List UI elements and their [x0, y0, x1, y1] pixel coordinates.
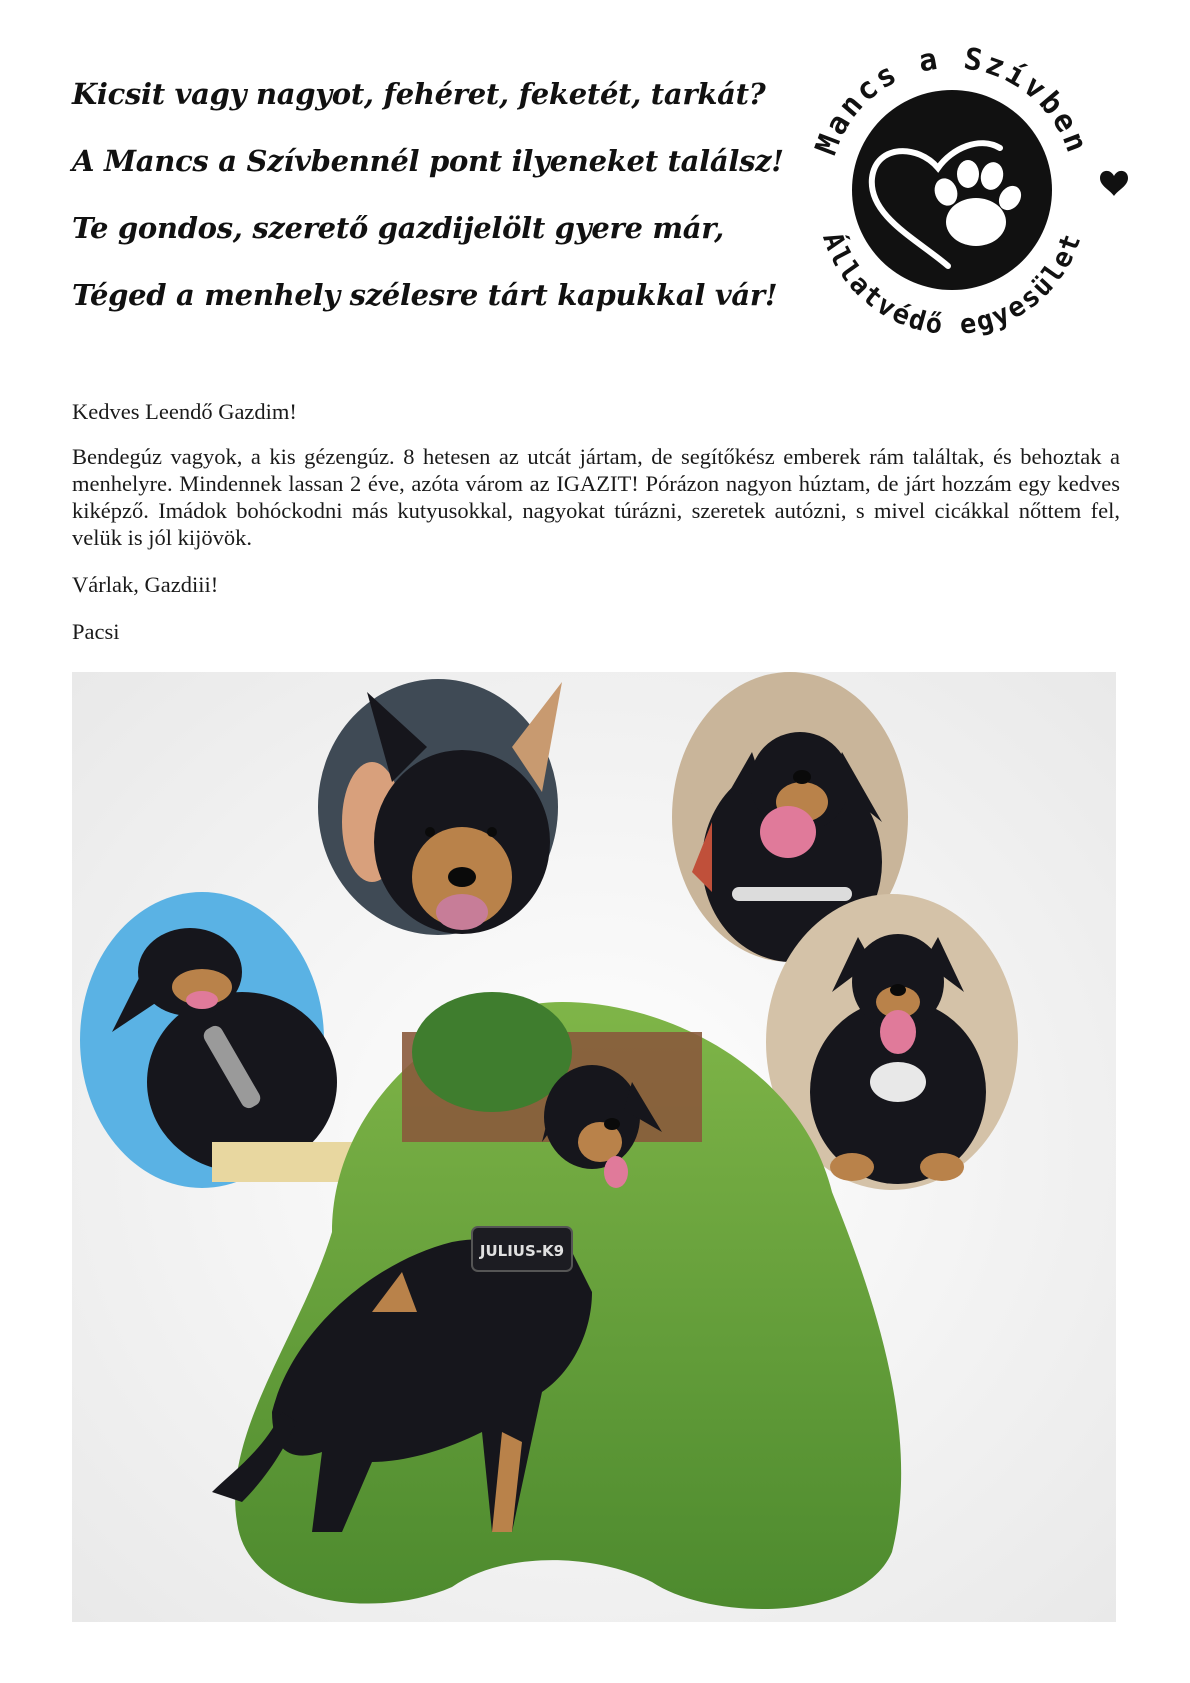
poem-line-1: Kicsit vagy nagyot, fehéret, feketét, tarkát?: [72, 77, 766, 111]
letter-closing: Várlak, Gazdiii!: [72, 572, 219, 597]
poem-line-2: A Mancs a Szívbennél pont ilyeneket találsz!: [72, 144, 784, 178]
association-logo: [760, 40, 1140, 370]
logo-svg: [760, 40, 1140, 370]
paw-photo-collage: [72, 672, 1116, 1622]
adoption-letter: [72, 398, 1120, 645]
right-heart-icon: [1100, 171, 1128, 196]
logo-bottom-text: Állatvédő egyesület: [816, 228, 1088, 342]
poem-line-3: Te gondos, szerető gazdijelölt gyere már,: [72, 211, 724, 245]
poem-line-4: Téged a menhely szélesre tárt kapukkal vár!: [72, 278, 778, 312]
logo-top-text: Mancs a Szívben: [808, 41, 1096, 160]
letter-signature: Pacsi: [72, 619, 120, 644]
paw-collage-svg: [72, 672, 1116, 1622]
harness-label: JULIUS-K9: [479, 1242, 565, 1260]
poem: [72, 68, 784, 336]
letter-greeting: Kedves Leendő Gazdim!: [72, 399, 297, 424]
letter-body: Bendegúz vagyok, a kis gézengúz. 8 hetesen az utcát jártam, de segítőkész emberek rám találtak, és behoztak a menhelyre. Mindennek lassan 2 éve, azóta várom az IGAZIT! Pórázon nagyon húztam, de járt hozzám egy kedves kiképző. Imádok bohóckodni más kutyusokkal, nagyokat túrázni, szeretek autózni, s mivel cicákkal nőttem fel, velük is jól kijövök.: [72, 444, 1120, 550]
